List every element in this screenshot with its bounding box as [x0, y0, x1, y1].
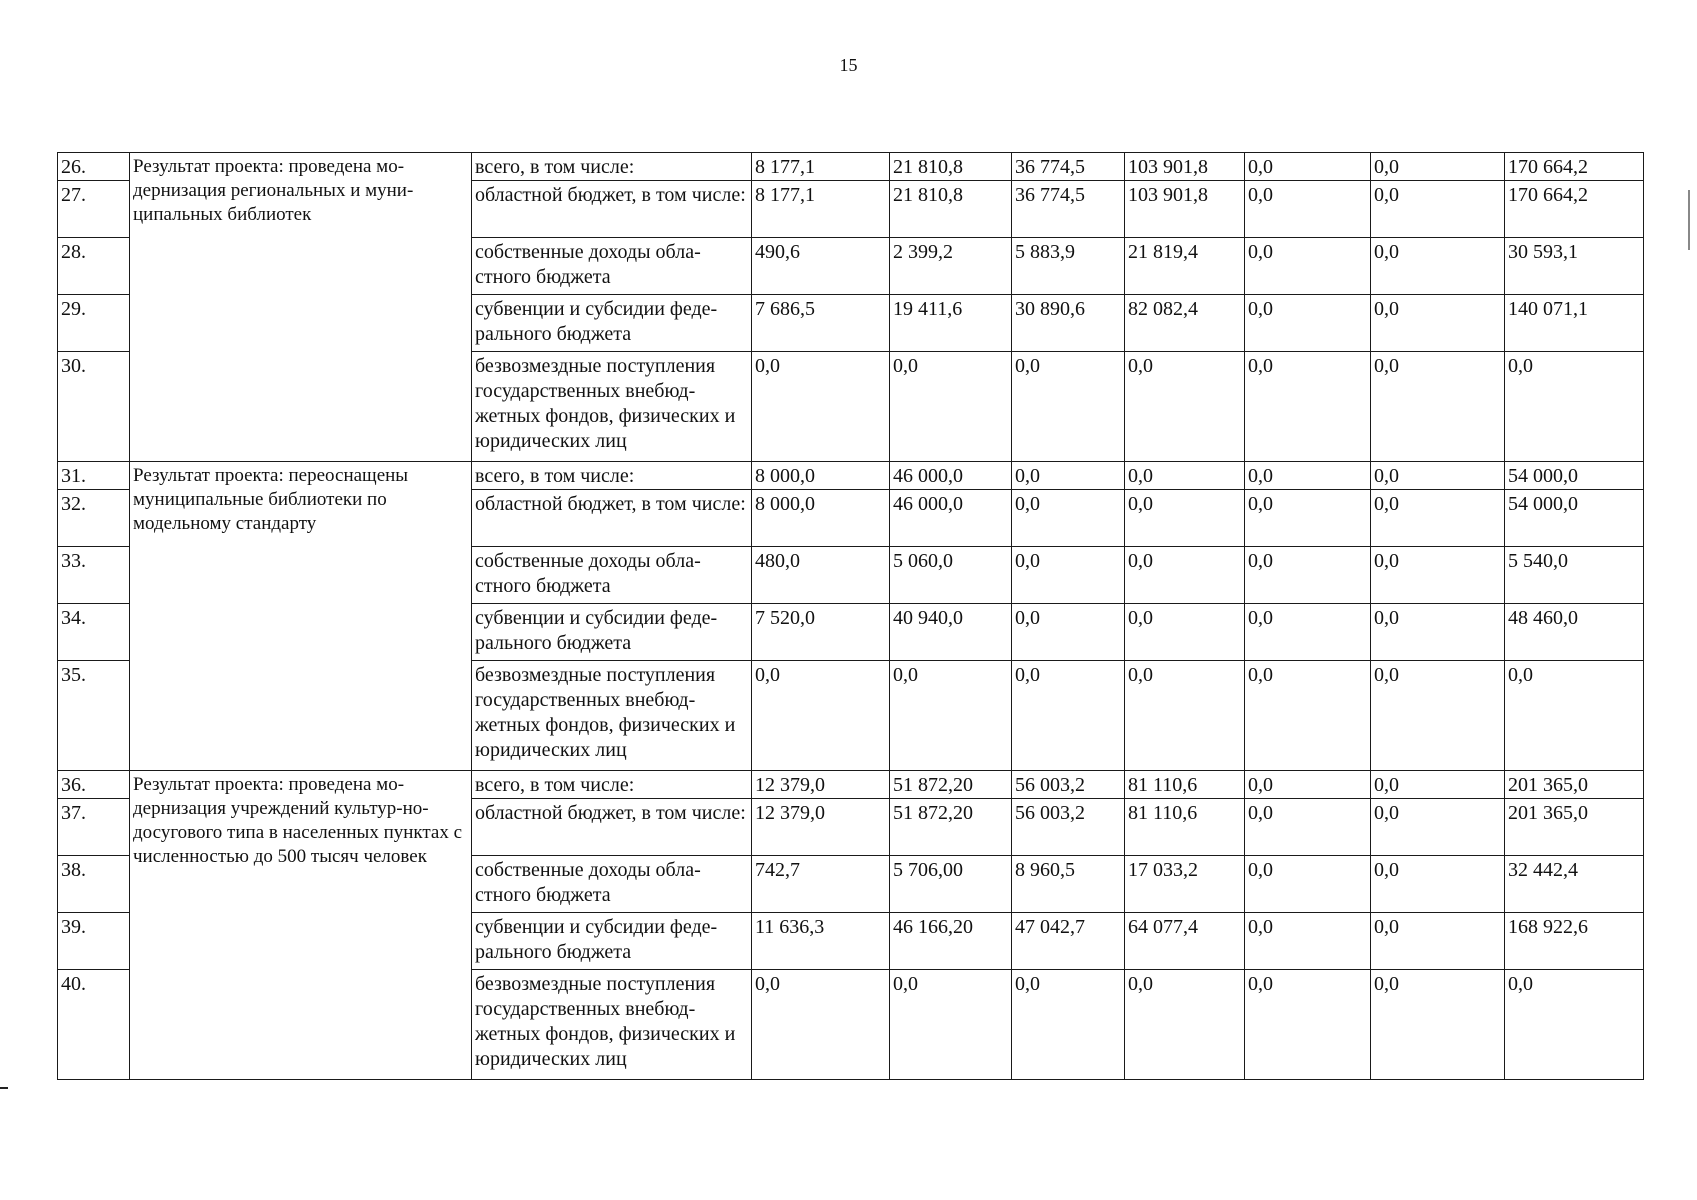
page-number: 15 [839, 55, 858, 75]
row-number: 28. [58, 238, 130, 295]
amount-cell: 0,0 [1125, 547, 1245, 604]
amount-cell: 56 003,2 [1012, 799, 1125, 856]
funding-source-cell: собственные доходы обла-стного бюджета [472, 856, 752, 913]
amount-cell: 0,0 [1245, 462, 1371, 490]
amount-cell: 21 819,4 [1125, 238, 1245, 295]
amount-cell: 5 883,9 [1012, 238, 1125, 295]
amount-cell: 17 033,2 [1125, 856, 1245, 913]
amount-cell: 0,0 [1245, 153, 1371, 181]
amount-cell: 0,0 [1245, 181, 1371, 238]
amount-cell: 0,0 [1371, 970, 1505, 1080]
amount-cell: 480,0 [752, 547, 890, 604]
amount-cell: 54 000,0 [1505, 462, 1644, 490]
amount-cell: 0,0 [1371, 799, 1505, 856]
amount-cell: 8 177,1 [752, 153, 890, 181]
funding-source-cell: субвенции и субсидии феде-рального бюджета [472, 295, 752, 352]
amount-cell: 8 000,0 [752, 462, 890, 490]
amount-cell: 0,0 [1371, 913, 1505, 970]
funding-source-cell: областной бюджет, в том числе: [472, 490, 752, 547]
amount-cell: 0,0 [1371, 547, 1505, 604]
amount-cell: 0,0 [1245, 238, 1371, 295]
row-number: 29. [58, 295, 130, 352]
amount-cell: 0,0 [1371, 856, 1505, 913]
row-number: 39. [58, 913, 130, 970]
amount-cell: 36 774,5 [1012, 153, 1125, 181]
amount-cell: 0,0 [1125, 661, 1245, 771]
amount-cell: 0,0 [1371, 661, 1505, 771]
amount-cell: 0,0 [1245, 352, 1371, 462]
amount-cell: 11 636,3 [752, 913, 890, 970]
funding-source-cell: безвозмездные поступления государственных внебюд-жетных фондов, физических и юридических лиц [472, 970, 752, 1080]
amount-cell: 0,0 [1012, 547, 1125, 604]
amount-cell: 0,0 [890, 970, 1012, 1080]
amount-cell: 46 000,0 [890, 490, 1012, 547]
project-result-cell: Результат проекта: переоснащены муниципальные библиотеки по модельному стандарту [130, 462, 472, 771]
amount-cell: 19 411,6 [890, 295, 1012, 352]
table-row [58, 771, 1644, 799]
amount-cell: 7 520,0 [752, 604, 890, 661]
row-number: 26. [58, 153, 130, 181]
row-number: 40. [58, 970, 130, 1080]
amount-cell: 0,0 [1125, 604, 1245, 661]
amount-cell: 0,0 [1371, 295, 1505, 352]
amount-cell: 0,0 [1125, 970, 1245, 1080]
amount-cell: 48 460,0 [1505, 604, 1644, 661]
funding-source-cell: собственные доходы обла-стного бюджета [472, 547, 752, 604]
amount-cell: 0,0 [752, 352, 890, 462]
funding-source-cell: всего, в том числе: [472, 771, 752, 799]
funding-source-cell: безвозмездные поступления государственных внебюд-жетных фондов, физических и юридических лиц [472, 661, 752, 771]
row-number: 38. [58, 856, 130, 913]
funding-source-cell: субвенции и субсидии феде-рального бюджета [472, 604, 752, 661]
amount-cell: 30 593,1 [1505, 238, 1644, 295]
row-number: 35. [58, 661, 130, 771]
amount-cell: 32 442,4 [1505, 856, 1644, 913]
funding-source-cell: областной бюджет, в том числе: [472, 799, 752, 856]
amount-cell: 742,7 [752, 856, 890, 913]
row-number: 33. [58, 547, 130, 604]
amount-cell: 0,0 [752, 970, 890, 1080]
funding-source-cell: всего, в том числе: [472, 462, 752, 490]
amount-cell: 0,0 [1505, 970, 1644, 1080]
amount-cell: 0,0 [1125, 352, 1245, 462]
amount-cell: 82 082,4 [1125, 295, 1245, 352]
amount-cell: 0,0 [1012, 490, 1125, 547]
amount-cell: 201 365,0 [1505, 771, 1644, 799]
row-number: 37. [58, 799, 130, 856]
amount-cell: 0,0 [1245, 490, 1371, 547]
amount-cell: 201 365,0 [1505, 799, 1644, 856]
amount-cell: 46 166,20 [890, 913, 1012, 970]
amount-cell: 0,0 [1245, 661, 1371, 771]
row-number: 27. [58, 181, 130, 238]
amount-cell: 103 901,8 [1125, 153, 1245, 181]
amount-cell: 0,0 [1012, 661, 1125, 771]
amount-cell: 81 110,6 [1125, 771, 1245, 799]
funding-source-cell: всего, в том числе: [472, 153, 752, 181]
margin-mark [1688, 190, 1690, 250]
row-number: 36. [58, 771, 130, 799]
amount-cell: 8 000,0 [752, 490, 890, 547]
amount-cell: 0,0 [1371, 604, 1505, 661]
amount-cell: 0,0 [1245, 295, 1371, 352]
amount-cell: 81 110,6 [1125, 799, 1245, 856]
amount-cell: 30 890,6 [1012, 295, 1125, 352]
amount-cell: 0,0 [1012, 352, 1125, 462]
amount-cell: 0,0 [1012, 970, 1125, 1080]
amount-cell: 56 003,2 [1012, 771, 1125, 799]
amount-cell: 12 379,0 [752, 799, 890, 856]
amount-cell: 0,0 [752, 661, 890, 771]
amount-cell: 490,6 [752, 238, 890, 295]
amount-cell: 0,0 [1371, 462, 1505, 490]
amount-cell: 168 922,6 [1505, 913, 1644, 970]
amount-cell: 0,0 [1505, 352, 1644, 462]
amount-cell: 12 379,0 [752, 771, 890, 799]
amount-cell: 64 077,4 [1125, 913, 1245, 970]
amount-cell: 0,0 [890, 661, 1012, 771]
amount-cell: 170 664,2 [1505, 153, 1644, 181]
funding-source-cell: областной бюджет, в том числе: [472, 181, 752, 238]
amount-cell: 0,0 [1245, 771, 1371, 799]
amount-cell: 0,0 [1371, 153, 1505, 181]
amount-cell: 0,0 [1125, 490, 1245, 547]
amount-cell: 0,0 [1012, 462, 1125, 490]
amount-cell: 103 901,8 [1125, 181, 1245, 238]
amount-cell: 36 774,5 [1012, 181, 1125, 238]
funding-source-cell: безвозмездные поступления государственных внебюд-жетных фондов, физических и юридических лиц [472, 352, 752, 462]
amount-cell: 0,0 [1371, 771, 1505, 799]
budget-table [57, 152, 1644, 1080]
amount-cell: 51 872,20 [890, 771, 1012, 799]
amount-cell: 46 000,0 [890, 462, 1012, 490]
amount-cell: 21 810,8 [890, 181, 1012, 238]
funding-source-cell: субвенции и субсидии феде-рального бюджета [472, 913, 752, 970]
amount-cell: 0,0 [1371, 490, 1505, 547]
amount-cell: 0,0 [1012, 604, 1125, 661]
row-number: 30. [58, 352, 130, 462]
margin-mark [0, 1087, 8, 1089]
amount-cell: 0,0 [1371, 352, 1505, 462]
amount-cell: 0,0 [1245, 970, 1371, 1080]
table-row [58, 153, 1644, 181]
amount-cell: 0,0 [1371, 181, 1505, 238]
amount-cell: 51 872,20 [890, 799, 1012, 856]
amount-cell: 8 960,5 [1012, 856, 1125, 913]
amount-cell: 0,0 [1505, 661, 1644, 771]
amount-cell: 0,0 [1245, 799, 1371, 856]
row-number: 32. [58, 490, 130, 547]
amount-cell: 0,0 [1371, 238, 1505, 295]
budget-table-body [58, 153, 1644, 1080]
amount-cell: 5 060,0 [890, 547, 1012, 604]
amount-cell: 140 071,1 [1505, 295, 1644, 352]
project-result-cell: Результат проекта: проведена мо-дернизация учреждений культур-но-досугового типа в населенных пунктах с численностью до 500 тысяч человек [130, 771, 472, 1080]
amount-cell: 54 000,0 [1505, 490, 1644, 547]
amount-cell: 0,0 [1245, 856, 1371, 913]
project-result-cell: Результат проекта: проведена мо-дернизация региональных и муни-ципальных библиотек [130, 153, 472, 462]
row-number: 31. [58, 462, 130, 490]
amount-cell: 0,0 [1245, 547, 1371, 604]
amount-cell: 7 686,5 [752, 295, 890, 352]
amount-cell: 0,0 [890, 352, 1012, 462]
amount-cell: 2 399,2 [890, 238, 1012, 295]
amount-cell: 47 042,7 [1012, 913, 1125, 970]
amount-cell: 170 664,2 [1505, 181, 1644, 238]
amount-cell: 5 706,00 [890, 856, 1012, 913]
amount-cell: 0,0 [1125, 462, 1245, 490]
amount-cell: 0,0 [1245, 604, 1371, 661]
funding-source-cell: собственные доходы обла-стного бюджета [472, 238, 752, 295]
amount-cell: 40 940,0 [890, 604, 1012, 661]
row-number: 34. [58, 604, 130, 661]
amount-cell: 21 810,8 [890, 153, 1012, 181]
amount-cell: 5 540,0 [1505, 547, 1644, 604]
amount-cell: 8 177,1 [752, 181, 890, 238]
amount-cell: 0,0 [1245, 913, 1371, 970]
table-row [58, 462, 1644, 490]
